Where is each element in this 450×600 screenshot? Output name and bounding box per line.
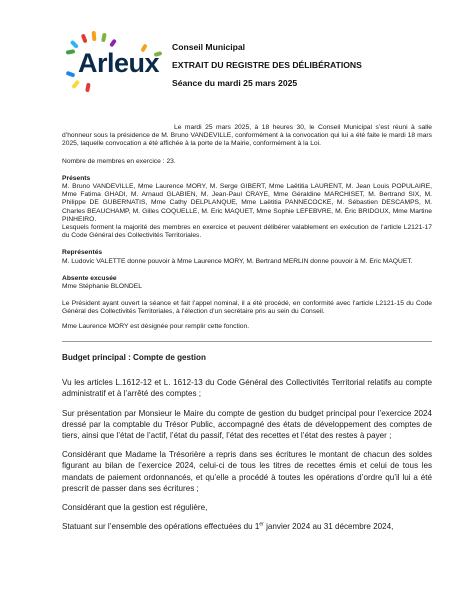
paragraph-considerant-gestion: Considérant que la gestion est régulière, [62,503,208,513]
minutes-preamble [62,124,432,331]
presents-list: M. Bruno VANDEVILLE, Mme Laurence MORY, M. Serge GIBERT, Mme Laëtitia LAURENT, M. Jean Louis POPULAIRE, Mme Fatima GHADI, M. Arnaud GLABIEN, M. Jean-Paul CRAYE, Mme Géraldine MARCHISET, M. Bertrand SIX, M. Philippe DE GUBERNATIS, Mme Cathy DELPLANQUE, Mme Laëtitia PANNECOCKE, M. Sébastien DESCAMPS, M. Charles BEAUCHAMP, M. Gilles COQUELLE, M. Eric MAQUET, Mme Sophie LEFEBVRE, M. Éric BRIDOUX, Mme Martine PINHEIRO. [62,183,432,223]
session-date: Séance du mardi 25 mars 2025 [172,78,298,88]
logo-wordmark: Arleux [78,48,160,78]
members-count: Nombre de membres en exercice : 23. [62,157,176,165]
council-title: Conseil Municipal [172,42,246,52]
arleux-logo [62,30,170,94]
deliberation-body [62,352,432,532]
paragraph-vu: Vu les articles L.1612-12 et L. 1612-13 du Code Général des Collectivités Territorial relatifs au compte administratif et à l’arrêté des comptes ; [62,378,432,399]
paragraph-considerant-tresoriere: Considérant que Madame la Trésorière a repris dans ses écritures le montant de chacun des soldes figurant au bilan de l’exercice 2024, celui-ci de tous les titres de recettes émis et celui de tous les mandats de paiement ordonnancés, et qu’elle a procédé à toutes les opérations d’ordre qu’il lui a été prescrit de passer dans ses écritures ; [62,450,432,493]
paragraph-presentation: Sur présentation par Monsieur le Maire du compte de gestion du budget principal pour l’exercice 2024 dressé par la comptable du Trésor Public, accompagné des états de développement des comptes de tiers, ainsi que l’état de l’actif, l’état du passif, l’état des recettes et l’état des restes à payer ; [62,408,432,441]
paragraph-statuant [62,521,432,532]
absente-heading: Absente excusée [62,274,117,282]
absente-text: Mme Stéphanie BLONDEL [62,283,142,291]
presents-heading: Présents [62,174,91,182]
intro-paragraph: Le mardi 25 mars 2025, à 18 heures 30, le Conseil Municipal s’est réuni à salle d’honneur sous la présidence de M. Bruno VANDEVILLE, conformément à la convocation qui lui a été faite le mardi 18 mars 2025, laquelle convocation a été affichée à la porte de la Mairie, conformément à la Loi. [62,124,432,148]
secretary-designation: Mme Laurence MORY est désignée pour remplir cette fonction. [62,322,250,330]
representes-text: M. Ludovic VALETTE donne pouvoir à Mme Laurence MORY, M. Bertrand MERLIN donne pouvoir à M. Eric MAQUET. [62,257,413,265]
statuant-part-a: Statuant sur l’ensemble des opérations effectuées du 1 [62,522,260,532]
section-divider [62,341,432,342]
quorum-text: Lesquels forment la majorité des membres en exercice et peuvent délibérer valablement en exécution de l’article L2121-17 du Code Général des Collectivités Territoriales. [62,224,432,240]
statuant-part-b: janvier 2024 au 31 décembre 2024, [263,522,394,532]
representes-heading: Représentés [62,249,103,257]
document-header [172,38,432,92]
secretary-election: Le Président ayant ouvert la séance et fait l’appel nominal, il a été procédé, en conformité avec l’article L2121-15 du Code Général des Collectivités Territoriales, à l’élection d’un secrétaire pris au sein du Conseil. [62,300,432,316]
deliberation-title: Budget principal : Compte de gestion [62,353,206,362]
register-title: EXTRAIT DU REGISTRE DES DÉLIBÉRATIONS [172,60,362,70]
statuant-superscript: er [259,521,264,528]
